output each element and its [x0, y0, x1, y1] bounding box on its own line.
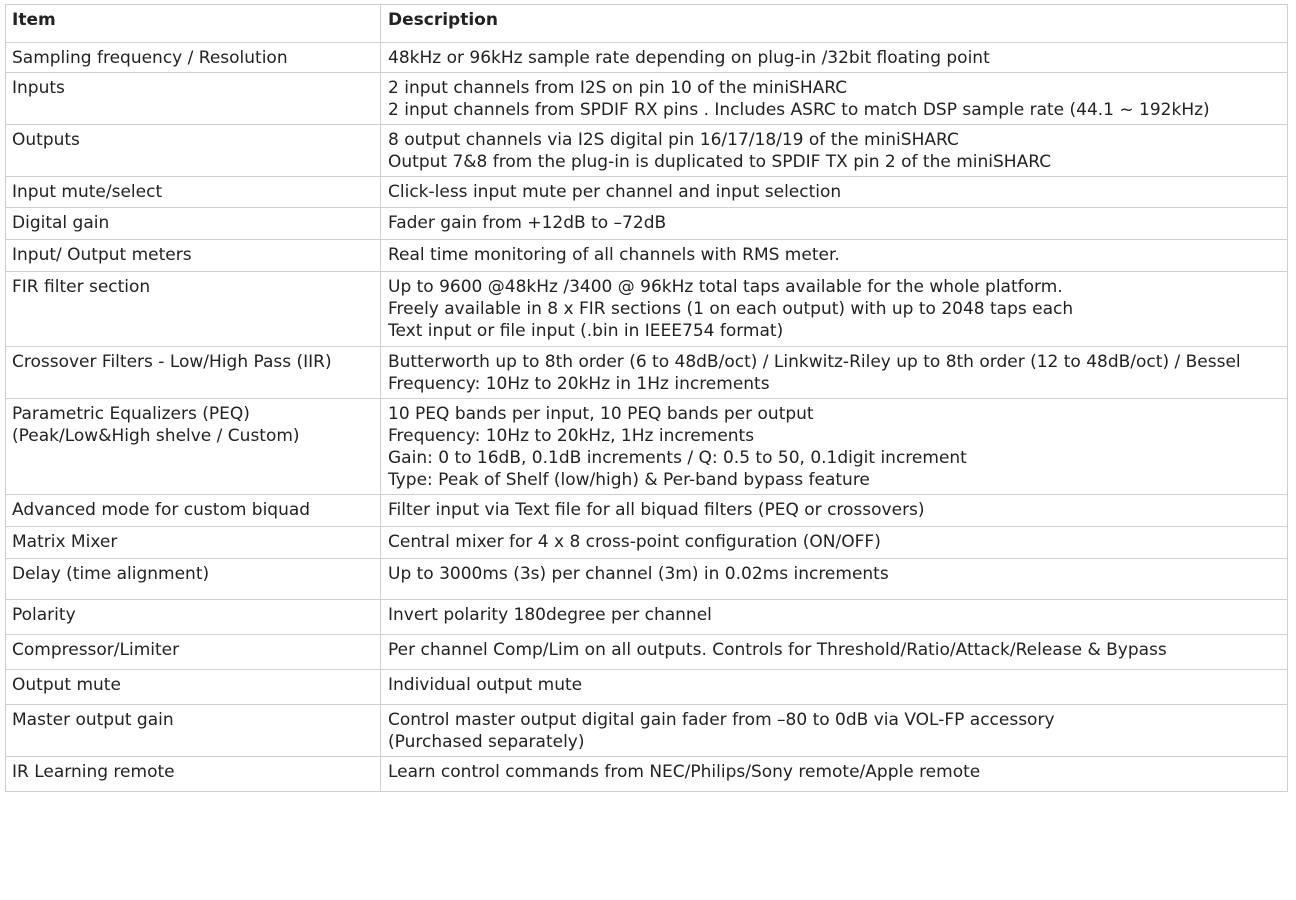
- item-cell: [6, 347, 381, 399]
- description-cell: [381, 495, 1288, 527]
- description-text: Type: Peak of Shelf (low/high) & Per-band bypass feature: [388, 470, 870, 490]
- item-cell: [6, 125, 381, 177]
- item-text: Digital gain: [12, 213, 110, 233]
- description-cell: [381, 43, 1288, 73]
- description-cell: [381, 399, 1288, 495]
- description-text: 8 output channels via I2S digital pin 16/17/18/19 of the miniSHARC: [388, 130, 959, 150]
- description-text: Individual output mute: [388, 675, 583, 695]
- table-row: [6, 208, 1288, 240]
- item-text: Advanced mode for custom biquad: [12, 500, 311, 520]
- item-text: Outputs: [12, 130, 80, 150]
- table-row: [6, 600, 1288, 635]
- description-text: Frequency: 10Hz to 20kHz, 1Hz increments: [388, 426, 755, 446]
- description-text: 10 PEQ bands per input, 10 PEQ bands per output: [388, 404, 814, 424]
- description-text: Text input or file input (.bin in IEEE754 format): [388, 321, 784, 341]
- item-text: Crossover Filters - Low/High Pass (IIR): [12, 352, 332, 372]
- table-body: [6, 43, 1288, 792]
- description-cell: [381, 600, 1288, 635]
- description-cell: [381, 347, 1288, 399]
- item-cell: [6, 705, 381, 757]
- table-row: [6, 670, 1288, 705]
- description-cell: [381, 559, 1288, 600]
- description-cell: [381, 73, 1288, 125]
- description-text: Per channel Comp/Lim on all outputs. Controls for Threshold/Ratio/Attack/Release & Bypass: [388, 640, 1167, 660]
- table-row: [6, 43, 1288, 73]
- description-cell: [381, 635, 1288, 670]
- description-cell: [381, 177, 1288, 208]
- table-row: [6, 757, 1288, 792]
- item-text: Sampling frequency / Resolution: [12, 48, 288, 68]
- item-cell: [6, 73, 381, 125]
- item-text: Compressor/Limiter: [12, 640, 180, 660]
- item-text: Matrix Mixer: [12, 532, 118, 552]
- table-row: [6, 559, 1288, 600]
- item-cell: [6, 399, 381, 495]
- description-text: Filter input via Text file for all biquad filters (PEQ or crossovers): [388, 500, 925, 520]
- description-cell: [381, 527, 1288, 559]
- description-cell: [381, 757, 1288, 792]
- table-row: [6, 73, 1288, 125]
- item-text: Inputs: [12, 78, 65, 98]
- description-text: 48kHz or 96kHz sample rate depending on plug-in /32bit floating point: [388, 48, 990, 68]
- item-text: Polarity: [12, 605, 76, 625]
- item-text: Parametric Equalizers (PEQ): [12, 404, 250, 424]
- description-cell: [381, 705, 1288, 757]
- item-text: Delay (time alignment): [12, 564, 210, 584]
- description-text: Frequency: 10Hz to 20kHz in 1Hz increments: [388, 374, 770, 394]
- spec-table: [5, 4, 1288, 792]
- description-text: 2 input channels from I2S on pin 10 of the miniSHARC: [388, 78, 848, 98]
- item-text: Input/ Output meters: [12, 245, 192, 265]
- item-cell: [6, 635, 381, 670]
- description-cell: [381, 670, 1288, 705]
- table-header-row: [6, 5, 1288, 43]
- item-text: Input mute/select: [12, 182, 163, 202]
- item-cell: [6, 527, 381, 559]
- description-text: Control master output digital gain fader from –80 to 0dB via VOL-FP accessory: [388, 710, 1055, 730]
- description-text: 2 input channels from SPDIF RX pins . Includes ASRC to match DSP sample rate (44.1 ~ 192kHz): [388, 100, 1210, 120]
- description-text: Real time monitoring of all channels with RMS meter.: [388, 245, 840, 265]
- item-text: FIR filter section: [12, 277, 151, 297]
- description-text: Invert polarity 180degree per channel: [388, 605, 712, 625]
- item-cell: [6, 240, 381, 272]
- item-text: IR Learning remote: [12, 762, 175, 782]
- description-text: Up to 3000ms (3s) per channel (3m) in 0.02ms increments: [388, 564, 889, 584]
- header-item: Item: [6, 5, 381, 43]
- table-row: [6, 527, 1288, 559]
- item-text: (Peak/Low&High shelve / Custom): [12, 426, 300, 446]
- description-text: Central mixer for 4 x 8 cross-point configuration (ON/OFF): [388, 532, 881, 552]
- description-text: Learn control commands from NEC/Philips/Sony remote/Apple remote: [388, 762, 981, 782]
- description-text: Click-less input mute per channel and input selection: [388, 182, 842, 202]
- table-row: [6, 495, 1288, 527]
- spec-table-container: [5, 4, 1288, 792]
- table-row: [6, 347, 1288, 399]
- description-cell: [381, 125, 1288, 177]
- description-cell: [381, 208, 1288, 240]
- item-cell: [6, 757, 381, 792]
- item-text: Output mute: [12, 675, 121, 695]
- item-cell: [6, 559, 381, 600]
- description-text: Fader gain from +12dB to –72dB: [388, 213, 667, 233]
- item-text: Master output gain: [12, 710, 174, 730]
- table-row: [6, 272, 1288, 347]
- description-text: Output 7&8 from the plug-in is duplicated to SPDIF TX pin 2 of the miniSHARC: [388, 152, 1052, 172]
- description-text: (Purchased separately): [388, 732, 585, 752]
- item-cell: [6, 495, 381, 527]
- description-text: Freely available in 8 x FIR sections (1 on each output) with up to 2048 taps each: [388, 299, 1074, 319]
- table-row: [6, 177, 1288, 208]
- description-text: Gain: 0 to 16dB, 0.1dB increments / Q: 0.5 to 50, 0.1digit increment: [388, 448, 967, 468]
- table-row: [6, 705, 1288, 757]
- table-row: [6, 399, 1288, 495]
- item-cell: [6, 600, 381, 635]
- description-cell: [381, 272, 1288, 347]
- item-cell: [6, 177, 381, 208]
- item-cell: [6, 43, 381, 73]
- item-cell: [6, 670, 381, 705]
- item-cell: [6, 272, 381, 347]
- description-cell: [381, 240, 1288, 272]
- table-row: [6, 125, 1288, 177]
- table-row: [6, 240, 1288, 272]
- table-row: [6, 635, 1288, 670]
- header-description: Description: [381, 5, 1288, 43]
- description-text: Up to 9600 @48kHz /3400 @ 96kHz total taps available for the whole platform.: [388, 277, 1063, 297]
- item-cell: [6, 208, 381, 240]
- description-text: Butterworth up to 8th order (6 to 48dB/oct) / Linkwitz-Riley up to 8th order (12 to 48dB/oct) / Bessel: [388, 352, 1241, 372]
